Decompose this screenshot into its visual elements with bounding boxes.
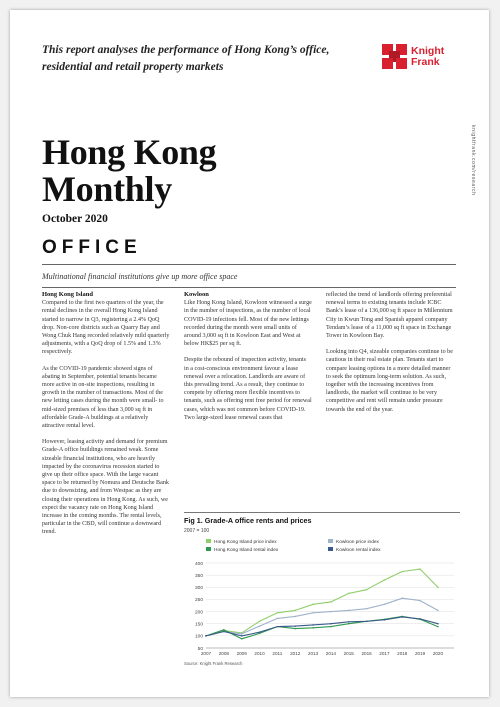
x-tick-label: 2012 [290, 651, 301, 656]
figure-source: Source: Knight Frank Research [184, 661, 243, 666]
x-tick-label: 2018 [397, 651, 408, 656]
data-point [437, 586, 439, 588]
data-point [437, 626, 439, 628]
y-tick-label: 200 [194, 610, 203, 616]
report-page [10, 10, 489, 697]
x-tick-label: 2013 [307, 651, 319, 656]
data-point [419, 618, 421, 620]
data-point [205, 635, 207, 637]
data-point [277, 626, 279, 628]
data-point [312, 627, 314, 629]
x-tick-label: 2019 [414, 651, 426, 656]
x-tick-label: 2016 [361, 651, 372, 656]
paragraph: However, leasing activity and demand for premium Grade-A office buildings remained weak. Some sizeable financial institutions, who are heavily impacted by the coronavirus recession started to give up their office space. With the large vacant space to be returned by Nomura and Deutsche Bank due to downsizing, and from Westpac as they are closing their operations in Hong Kong. As such, we expect the vacancy rate on Hong Kong Island increase in the coming months. The rental levels, particular in the CBD, will continue a downward trend. [42, 439, 169, 536]
report-title [42, 134, 216, 208]
y-tick-label: 100 [194, 634, 203, 640]
legend-swatch [206, 547, 211, 551]
y-tick-label: 150 [194, 622, 203, 628]
paragraph: Like Hong Kong Island, Kowloon witnessed a surge in the number of inspections, as the number of local COVID-19 infections fell. Most of the new lettings recorded during the month were small units of around 3,000 sq ft in Kowloon East and West at below HK$25 per sq ft. [184, 300, 312, 348]
data-point [294, 610, 296, 612]
legend-swatch [328, 539, 333, 543]
title-line1: Hong Kong [42, 132, 217, 172]
y-tick-label: 400 [194, 561, 203, 567]
data-point [312, 612, 314, 614]
y-tick-label: 300 [194, 586, 203, 592]
data-point [419, 568, 421, 570]
x-tick-label: 2015 [343, 651, 354, 656]
data-point [419, 600, 421, 602]
report-intro: This report analyses the performance of Hong Kong’s office, residential and retail property markets [42, 44, 330, 73]
data-point [330, 626, 332, 628]
subtitle-divider [42, 287, 456, 288]
data-point [401, 597, 403, 599]
figure-note: 2007 = 100 [184, 528, 210, 534]
section-heading: OFFICE [42, 237, 142, 258]
section-subtitle: Multinational financial institutions give up more office space [42, 272, 238, 281]
paragraph: Compared to the first two quarters of the year, the rental declines in the overall Hong Kong Island started to narrow in Q3, registering a 2.4% QoQ drop. Non-core districts such as Quarry Bay and Wong Chuk Hang recorded relatively mild quarterly adjustments, with a QoQ drop of 1.5% and 1.3% respectively. [42, 300, 170, 356]
data-point [384, 603, 386, 605]
brand-name [411, 46, 444, 68]
y-tick-label: 50 [197, 646, 203, 652]
data-point [401, 616, 403, 618]
data-point [366, 620, 368, 622]
rents-prices-chart [184, 535, 460, 663]
paragraph: As the COVID-19 pandemic showed signs of abating in September, potential tenants became more active in on-site inspections, resulting in growth in the number of transactions. Most of the new letting cases during the month were small- to mid-sized premises of less than 3,000 sq ft in affordable Grade-A buildings at a relatively attractive rental level. [42, 365, 164, 430]
knight-frank-logo-icon [382, 44, 408, 70]
data-point [277, 618, 279, 620]
data-point [437, 610, 439, 612]
x-tick-label: 2010 [254, 651, 265, 656]
data-point [241, 635, 243, 637]
x-tick-label: 2014 [325, 651, 337, 656]
paragraph: Despite the rebound of inspection activity, tenants in a cost-conscious environment favour a lease renewal over a relocation. Landlords are aware of this prevailing trend. As a result, they continue to compete by offering more flexible incentives to tenants, such as offering rent free period for renewal cases, which was not common before COVID-19. Two large-sized lease renewal cases that [184, 357, 312, 421]
research-url: knightfrank.com/research [470, 125, 476, 196]
y-tick-label: 350 [194, 573, 203, 579]
data-point [223, 631, 225, 633]
data-point [259, 625, 261, 627]
data-point [312, 603, 314, 605]
report-date: October 2020 [42, 213, 108, 225]
data-point [437, 623, 439, 625]
data-point [330, 611, 332, 613]
data-point [348, 610, 350, 612]
paragraph: Looking into Q4, sizeable companies continue to be cautious in their real estate plan. Tenants start to compare leasing options in a more detailed manner to seek the optimum long-term solution. As such, together with the increasing incentives from landlords, the market will continue to be very competitive and rent will remain under pressure towards the end of the year. [326, 349, 453, 413]
data-point [348, 621, 350, 623]
data-point [348, 593, 350, 595]
data-point [384, 579, 386, 581]
data-point [312, 624, 314, 626]
x-tick-label: 2017 [379, 651, 390, 656]
legend-label: Kowloon price index [336, 540, 379, 545]
data-point [348, 623, 350, 625]
title-line2: Monthly [42, 169, 172, 209]
legend-label: Hong Kong Island price index [214, 540, 277, 545]
brand-line1: Knight [411, 45, 445, 57]
column-3 [326, 291, 454, 422]
data-point [277, 612, 279, 614]
hk-island-heading: Hong Kong Island [42, 291, 93, 298]
y-tick-label: 250 [194, 598, 203, 604]
data-point [294, 616, 296, 618]
legend-swatch [328, 547, 333, 551]
paragraph: reflected the trend of landlords offering preferential renewal terms to existing tenants include ICBC Bank’s lease of a 136,000 sq ft space in Millennium City in Kwun Tong and Spanish apparel company Tendam’s lease of a 11,000 sq ft space in Exchange Tower in Kowloon Bay. [326, 292, 453, 340]
data-point [259, 631, 261, 633]
data-point [366, 608, 368, 610]
x-tick-label: 2020 [432, 651, 444, 656]
knight-frank-logo [382, 44, 444, 70]
x-tick-label: 2007 [200, 651, 212, 656]
section-divider [42, 264, 456, 265]
x-tick-label: 2008 [218, 651, 229, 656]
figure-divider [184, 512, 460, 513]
data-point [294, 625, 296, 627]
legend-swatch [206, 539, 211, 543]
data-point [384, 619, 386, 621]
data-point [241, 638, 243, 640]
legend-label: Kowloon rental index [336, 548, 381, 553]
kowloon-heading: Kowloon [184, 291, 209, 298]
legend-label: Hong Kong Island rental index [214, 548, 279, 553]
data-point [330, 601, 332, 603]
figure-1 [184, 516, 460, 672]
figure-title: Fig 1. Grade-A office rents and prices [184, 516, 312, 525]
brand-line2: Frank [411, 56, 440, 68]
data-point [401, 571, 403, 573]
column-2 [184, 291, 312, 430]
data-point [223, 629, 225, 631]
data-point [259, 620, 261, 622]
column-1 [42, 291, 170, 545]
data-point [241, 633, 243, 635]
x-tick-label: 2009 [236, 651, 247, 656]
x-tick-label: 2011 [272, 651, 283, 656]
data-point [366, 589, 368, 591]
data-point [294, 628, 296, 630]
series-line [206, 569, 438, 636]
data-point [330, 623, 332, 625]
